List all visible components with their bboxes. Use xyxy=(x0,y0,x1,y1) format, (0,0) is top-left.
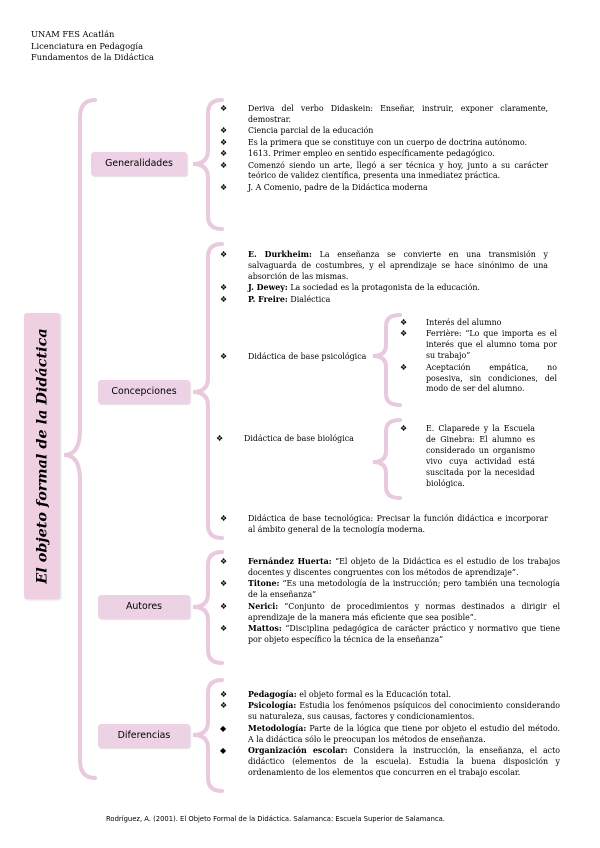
list-item: ❖ Pedagogía: el objeto formal es la Educación total. xyxy=(220,690,452,699)
list-item: ❖ Didáctica de base tecnológica: Precisar la función didáctica e incorporar al ámbito general de la tecnología moderna. xyxy=(220,514,548,534)
header-line: Fundamentos de la Didáctica xyxy=(31,52,154,63)
category-concepciones: Concepciones xyxy=(98,380,190,404)
biologica-label-row xyxy=(216,434,376,445)
brace-generalidades xyxy=(193,100,222,229)
list-item: ❖ 1613. Primer empleo en sentido específicamente pedagógico. xyxy=(220,149,495,159)
list-item: ❖ J. A Comenio, padre de la Didáctica moderna xyxy=(220,182,428,192)
list-item: ❖ Nerici: “Conjunto de procedimientos y normas destinados a dirigir el aprendizaje de la manera más eficiente que sea posible”. xyxy=(220,601,560,622)
tecnologica-row xyxy=(220,514,548,536)
main-brace xyxy=(64,100,95,778)
brace-concepciones xyxy=(193,244,222,538)
list-item: ❖ Didáctica de base psicológica xyxy=(220,352,367,361)
main-title-box xyxy=(24,313,60,599)
biologica-list xyxy=(400,424,535,490)
header-line: Licenciatura en Pedagogía xyxy=(31,40,144,51)
list-item: ❖ Comenzó siendo un arte, llegó a ser técnica y hoy, junto a su carácter teórico de validez científica, presenta una inmediatez práctica. xyxy=(220,160,548,181)
list-item: ❖ Es la primera que se constituye con un cuerpo de doctrina autónomo. xyxy=(220,137,527,147)
list-item: ❖ Mattos: “Disciplina pedagógica de carácter práctico y normativo que tiene por objeto específico la técnica de la enseñanza” xyxy=(220,623,560,644)
list-item: ❖ Deriva del verbo Didaskein: Enseñar, instruir, exponer claramente, demostrar. xyxy=(220,104,548,124)
brace-autores xyxy=(193,552,222,663)
list-item: ❖ Ciencia parcial de la educación xyxy=(220,126,374,136)
list-item: ❖ Psicología: Estudia los fenómenos psíquicos del conocimiento considerando su naturaleza, sus causas, factores y condicionamientos. xyxy=(220,701,560,722)
reference-citation: Rodríguez, A. (2001). El Objeto Formal de la Didáctica. Salamanca: Escuela Superior de Salamanca. xyxy=(106,815,445,823)
header-line: UNAM FES Acatlán xyxy=(31,29,115,39)
diferencias-list xyxy=(220,690,560,779)
list-item: ❖ Aceptación empática, no posesiva, sin condiciones, del modo de ser del alumno. xyxy=(400,362,557,394)
category-generalidades: Generalidades xyxy=(91,152,187,176)
list-item: ❖ P. Freire: Dialéctica xyxy=(220,294,331,304)
list-item: ❖ Didáctica de base biológica xyxy=(216,434,354,443)
brace-biologica xyxy=(373,420,400,498)
psicologica-label-row xyxy=(220,352,380,363)
list-item: ❖ Fernández Huerta: “El objeto de la Didáctica es el estudio de los trabajos docentes y discentes congruentes con los métodos de aprendizaje”. xyxy=(220,557,560,577)
category-diferencias: Diferencias xyxy=(98,724,190,748)
list-item: ❖ Ferrière: “Lo que importa es el interés que el alumno toma por su trabajo” xyxy=(400,329,557,361)
main-title: El objeto formal de la Didáctica xyxy=(33,328,51,584)
list-item: ❖ E. Claparede y la Escuela de Ginebra: El alumno es considerado un organismo vivo cuya actividad está suscitada por la necesidad biológica. xyxy=(400,424,535,488)
generalidades-list xyxy=(220,104,548,194)
concepciones-authors-list xyxy=(220,250,548,306)
list-item: ◆ Organización escolar: Considera la instrucción, la enseñanza, el acto didáctico (elementos de la escuela). Estudia la buena disposición y ordenamiento de los elementos que concurren en el trabajo escolar. xyxy=(220,746,560,777)
list-item: ❖ J. Dewey: La sociedad es la protagonista de la educación. xyxy=(220,283,480,293)
brace-diferencias xyxy=(193,680,222,791)
autores-list xyxy=(220,557,560,646)
list-item: ❖ E. Durkheim: La enseñanza se convierte en una transmisión y salvaguarda de costumbres, y el aprendizaje se hace sinónimo de una absorción de las mismas. xyxy=(220,250,548,281)
list-item: ◆ Metodología: Parte de la lógica que tiene por objeto el estudio del método. A la didáctica sólo le preocupan los métodos de enseñanza. xyxy=(220,723,560,744)
category-autores: Autores xyxy=(98,595,190,619)
list-item: ❖ Titone: “Es una metodología de la instrucción; pero también una tecnología de la enseñanza” xyxy=(220,579,561,600)
list-item: ❖ Interés del alumno xyxy=(400,318,502,327)
psicologica-list xyxy=(400,318,557,396)
